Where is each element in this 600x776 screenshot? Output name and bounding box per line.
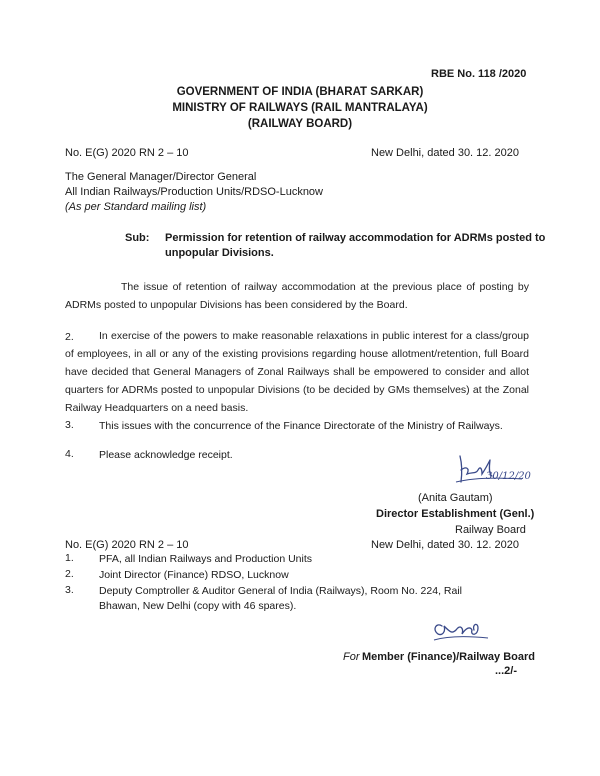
signatory-name: (Anita Gautam) — [418, 492, 493, 504]
handwritten-signature-2 — [428, 614, 498, 648]
addressee-line-2: All Indian Railways/Production Units/RDSO-Lucknow — [65, 186, 323, 198]
for-member-finance: Member (Finance)/Railway Board — [362, 651, 535, 663]
header-line-1: GOVERNMENT OF INDIA (BHARAT SARKAR) — [176, 86, 424, 98]
subject-line-1: Permission for retention of railway accommodation for ADRMs posted to — [165, 232, 546, 244]
copy-item-number: 3. — [65, 584, 74, 596]
place-date: New Delhi, dated 30. 12. 2020 — [371, 147, 519, 159]
paragraph-2-number: 2. — [65, 331, 74, 343]
addressee-line-1: The General Manager/Director General — [65, 171, 257, 183]
copy-item-text: Deputy Comptroller & Auditor General of India (Railways), Room No. 224, Rail — [99, 585, 462, 597]
header-line-3: (RAILWAY BOARD) — [247, 118, 353, 130]
copy-item-text: PFA, all Indian Railways and Production Units — [99, 553, 313, 565]
subject-label: Sub: — [125, 232, 150, 244]
subject-line-2: unpopular Divisions. — [165, 247, 274, 259]
page-continuation-marker: ...2/- — [495, 665, 518, 677]
copy-item-number: 1. — [65, 552, 74, 564]
handwritten-date: 30/12/20 — [486, 471, 531, 482]
rbe-number: RBE No. 118 /2020 — [431, 68, 527, 80]
paragraph-2: In exercise of the powers to make reasonable relaxations in public interest for a class/group of employees, in all or any of the existing provisions regarding house allotment/retention, full Board have decided that General Managers of Zonal Railways shall be empowered to consider and allot quarters for ADRMs posted to unpopular Divisions (to be decided by GMs themselves) at the Zonal Railway Headquarters on a need basis. — [65, 330, 529, 414]
paragraph-4-number: 4. — [65, 448, 74, 460]
paragraph-3: This issues with the concurrence of the Finance Directorate of the Ministry of Railways. — [99, 420, 503, 432]
addressee-line-3: (As per Standard mailing list) — [65, 201, 207, 213]
paragraph-4: Please acknowledge receipt. — [99, 449, 233, 461]
signatory-designation: Director Establishment (Genl.) — [376, 508, 535, 520]
for-label: For — [343, 651, 360, 663]
signatory-office: Railway Board — [455, 524, 526, 536]
header-line-2: MINISTRY OF RAILWAYS (RAIL MANTRALAYA) — [172, 102, 428, 114]
copy-place-date: New Delhi, dated 30. 12. 2020 — [371, 539, 519, 551]
copy-item-number: 2. — [65, 568, 74, 580]
copy-reference-number: No. E(G) 2020 RN 2 – 10 — [65, 539, 189, 551]
reference-number: No. E(G) 2020 RN 2 – 10 — [65, 147, 189, 159]
paragraph-1: The issue of retention of railway accommodation at the previous place of posting by ADRMs posted to unpopular Divisions has been considered by the Board. — [65, 281, 529, 311]
copy-item-text: Joint Director (Finance) RDSO, Lucknow — [99, 569, 289, 581]
copy-item-text-continued: Bhawan, New Delhi (copy with 46 spares). — [99, 600, 297, 612]
paragraph-3-number: 3. — [65, 419, 74, 431]
